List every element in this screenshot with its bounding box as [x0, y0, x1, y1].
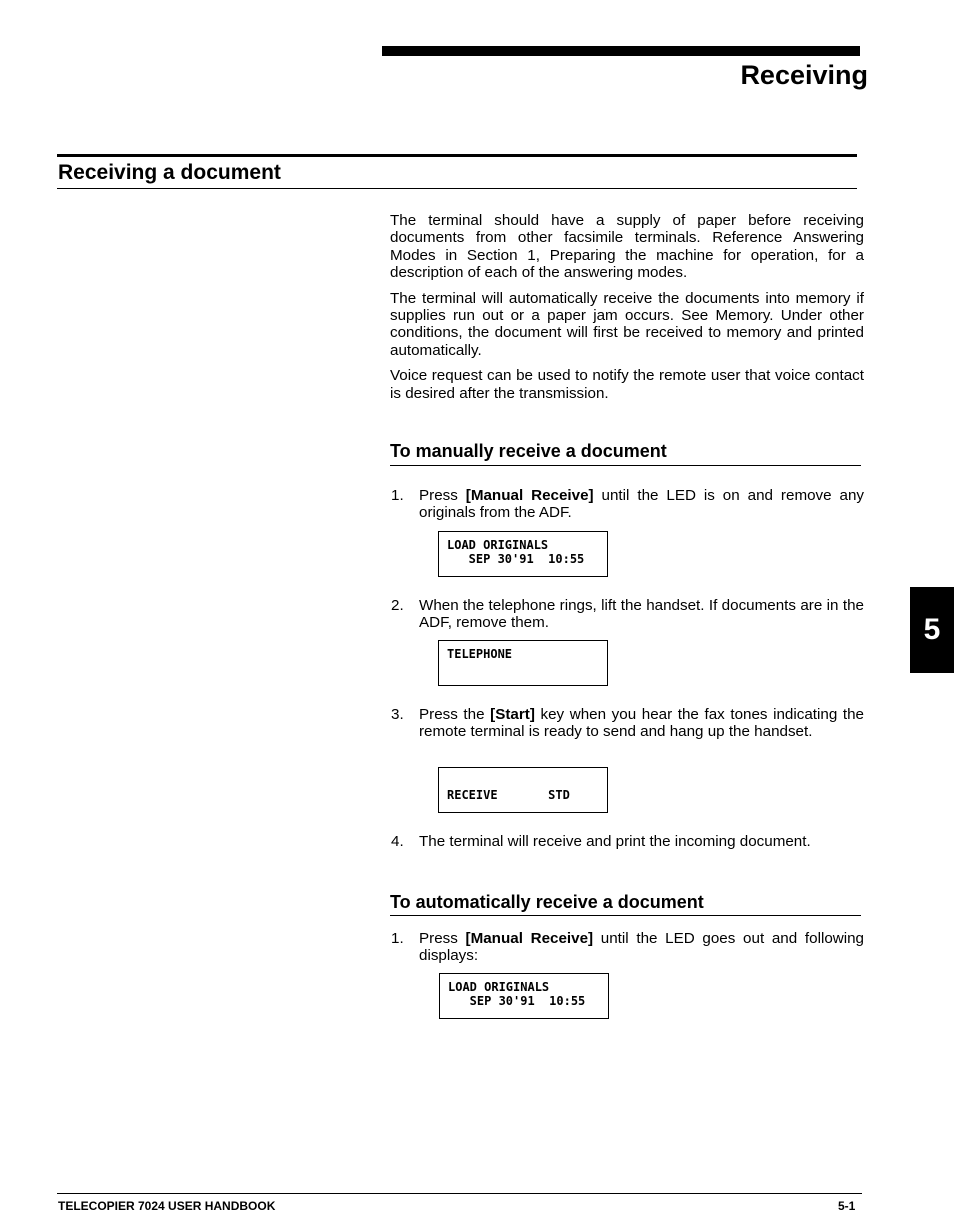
step-number: 2. [391, 597, 404, 614]
step-number: 1. [391, 930, 404, 947]
step-text-part: When the telephone rings, lift the handset. If documents are in the ADF, remove them. [419, 597, 864, 632]
step-text-part: until the LED goes out and following displays: [419, 930, 864, 965]
automatic-receive-heading: To automatically receive a document [390, 892, 704, 912]
manual-heading-rule [390, 465, 861, 466]
section-bottom-rule [57, 188, 857, 189]
automatic-heading-rule [390, 915, 861, 916]
intro-paragraph: The terminal will automatically receive the documents into memory if supplies run out or a paper jam occurs. See Memory. Under other conditions, the document will first be received to memory and printed automatically. [390, 289, 864, 359]
step-text [419, 930, 864, 965]
step-text-part: Press [419, 487, 466, 504]
intro-paragraph: Voice request can be used to notify the remote user that voice contact is desired after the transmission. [390, 367, 864, 402]
page-number: 5-1 [838, 1199, 856, 1213]
step-text [419, 487, 864, 522]
intro-text [390, 212, 864, 410]
lcd-display: LOAD ORIGINALS SEP 30'91 10:55 [438, 531, 608, 577]
key-label: [Start] [490, 706, 535, 723]
step-text-part: until the LED is on and remove any originals from the ADF. [419, 487, 865, 522]
intro-paragraph: The terminal should have a supply of paper before receiving documents from other facsimile terminals. Reference Answering Modes in Section 1, Preparing the machine for operation, for a description of each of the answering modes. [390, 212, 864, 282]
step-text [419, 597, 864, 632]
lcd-display: LOAD ORIGINALS SEP 30'91 10:55 [439, 973, 609, 1019]
lcd-display: RECEIVE STD [438, 767, 608, 813]
key-label: [Manual Receive] [465, 487, 594, 504]
section-title: Receiving a document [58, 161, 281, 184]
footer-title: TELECOPIER 7024 USER HANDBOOK [58, 1199, 276, 1213]
step-number: 1. [391, 487, 404, 504]
chapter-tab: 5 [910, 587, 954, 673]
lcd-display: TELEPHONE [438, 640, 608, 686]
footer-rule [57, 1193, 862, 1194]
section-top-rule [57, 154, 857, 157]
manual-receive-heading: To manually receive a document [390, 441, 667, 461]
step-text [419, 833, 864, 850]
key-label: [Manual Receive] [465, 930, 594, 947]
chapter-title: Receiving [740, 60, 868, 90]
step-text-part: Press the [419, 706, 491, 723]
step-number: 4. [391, 833, 404, 850]
chapter-header-bar [382, 46, 860, 56]
step-text-part: The terminal will receive and print the incoming document. [419, 833, 811, 850]
step-text [419, 706, 864, 741]
step-number: 3. [391, 706, 404, 723]
step-text-part: Press [419, 930, 466, 947]
step-text-part: key when you hear the fax tones indicating the remote terminal is ready to send and hang up the handset. [419, 706, 864, 741]
